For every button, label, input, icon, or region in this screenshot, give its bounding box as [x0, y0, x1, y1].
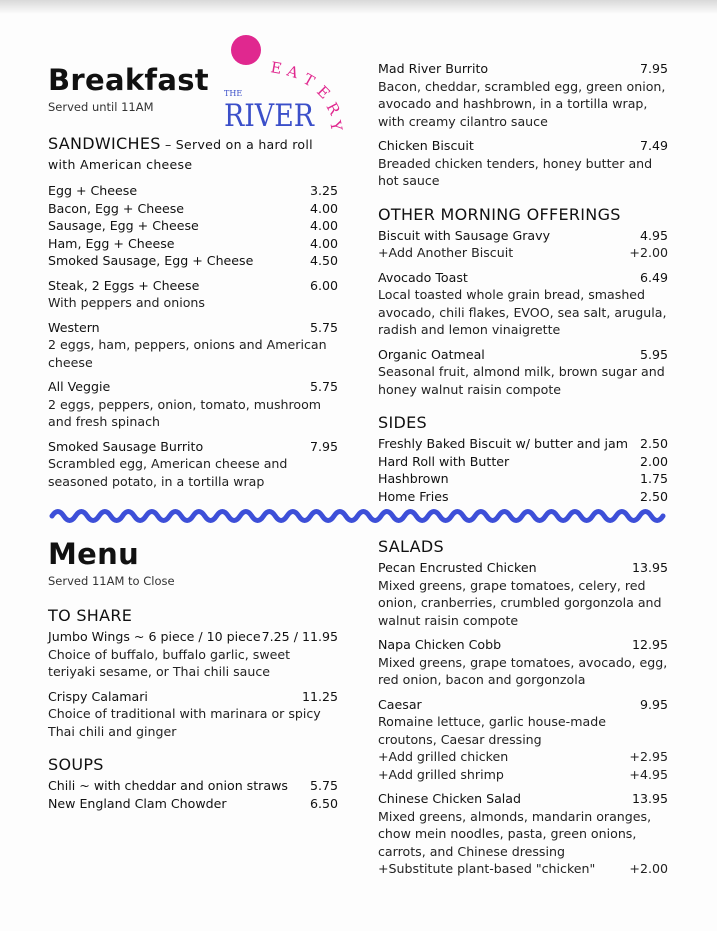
- mad-river-burrito-item: [378, 60, 668, 130]
- item-note: w/ butter and jam: [511, 436, 628, 451]
- item-desc: Romaine lettuce, garlic house-made croutons, Caesar dressing: [378, 714, 606, 747]
- item-price: 4.00: [309, 235, 338, 251]
- item-desc: 2 eggs, ham, peppers, onions and American cheese: [48, 337, 327, 370]
- item-price: 3.25: [309, 183, 338, 198]
- sausage-burrito-item: [48, 438, 338, 491]
- to-share-heading: TO SHARE: [48, 606, 133, 625]
- item-price: 5.75: [309, 778, 338, 793]
- calamari-item: [48, 688, 338, 741]
- item-price: 6.00: [309, 277, 338, 293]
- menu-right-column: [378, 537, 668, 878]
- item-name: Caesar: [378, 696, 422, 712]
- item-price: 2.00: [639, 453, 668, 469]
- item-desc: Choice of buffalo, buffalo garlic, sweet teriyaki sesame, or Thai chili sauce: [48, 646, 291, 679]
- soups-heading: SOUPS: [48, 755, 104, 774]
- item-price: 5.75: [309, 379, 338, 394]
- logo-eatery-letter: E: [313, 82, 334, 103]
- other-offerings-heading: OTHER MORNING OFFERINGS: [378, 204, 621, 224]
- item-price: 12.95: [631, 637, 668, 652]
- sandwiches-heading-text: SANDWICHES: [48, 134, 161, 153]
- item-desc: Seasonal fruit, almond milk, brown sugar and honey walnut raisin compote: [378, 364, 665, 397]
- item-desc: With peppers and onions: [48, 295, 205, 310]
- avocado-toast-item: [378, 269, 668, 339]
- menu-title: Menu: [48, 537, 140, 571]
- item-name: Hard Roll with Butter: [378, 453, 510, 469]
- logo-river: RIVER: [224, 98, 316, 134]
- item-name: Bacon, Egg + Cheese: [48, 200, 185, 216]
- item-desc: Choice of traditional with marinara or spicy Thai chili and ginger: [48, 706, 321, 739]
- item-name: Chili: [48, 778, 76, 793]
- addon-price: +2.00: [629, 245, 668, 260]
- breakfast-title: Breakfast: [48, 63, 209, 97]
- wave-divider: [48, 504, 668, 528]
- item-note: ~ 6 piece / 10 piece: [129, 629, 261, 644]
- item-price: 11.25: [301, 688, 338, 704]
- item-price: 7.25 / 11.95: [261, 629, 338, 644]
- item-name: Crispy Calamari: [48, 688, 148, 704]
- menu-item: [378, 453, 668, 471]
- chowder-item: [48, 795, 338, 813]
- item-name: Home Fries: [378, 488, 449, 504]
- item-name: Smoked Sausage, Egg + Cheese: [48, 253, 254, 268]
- item-name: Biscuit with Sausage Gravy: [378, 227, 551, 243]
- chicken-biscuit-item: [378, 137, 668, 190]
- item-price: 4.00: [309, 218, 338, 233]
- breakfast-served: Served until 11AM: [48, 100, 154, 114]
- item-price: 7.95: [639, 61, 668, 76]
- item-name: All Veggie: [48, 379, 111, 394]
- item-desc: Mixed greens, grape tomatoes, avocado, egg, red onion, bacon and gorgonzola: [378, 654, 668, 687]
- pecan-chicken-item: [378, 559, 668, 629]
- item-name: Smoked Sausage Burrito: [48, 438, 204, 454]
- addon-row: [378, 748, 668, 766]
- menu-item: [48, 252, 338, 270]
- item-price: 4.50: [309, 253, 338, 268]
- addon-name: +Add grilled shrimp: [378, 766, 504, 782]
- item-price: 1.75: [639, 471, 668, 486]
- other-offerings-section: [378, 205, 668, 399]
- sandwiches-section: [48, 134, 338, 490]
- item-name: Egg + Cheese: [48, 183, 138, 198]
- to-share-section: [48, 606, 338, 740]
- item-note: ~ with cheddar and onion straws: [75, 778, 288, 793]
- item-name: Hashbrown: [378, 471, 449, 486]
- item-name: Sausage, Egg + Cheese: [48, 218, 199, 233]
- item-price: 4.95: [639, 227, 668, 243]
- addon-price: +2.95: [629, 749, 668, 764]
- item-price: 2.50: [639, 436, 668, 451]
- item-desc: Mixed greens, almonds, mandarin oranges, chow mein noodles, pasta, green onions, carrots, and Chinese dressing: [378, 808, 652, 859]
- item-desc: 2 eggs, peppers, onion, tomato, mushroom and fresh spinach: [48, 396, 322, 429]
- chili-item: [48, 777, 338, 795]
- item-name: Western: [48, 319, 100, 335]
- oatmeal-item: [378, 346, 668, 399]
- sides-section: [378, 413, 668, 505]
- item-price: 5.95: [639, 346, 668, 362]
- item-desc: Scrambled egg, American cheese and seasoned potato, in a tortilla wrap: [48, 456, 288, 489]
- item-price: 13.95: [631, 791, 668, 806]
- sandwiches-heading: [48, 134, 338, 174]
- item-price: 2.50: [639, 488, 668, 504]
- item-desc: Bacon, cheddar, scrambled egg, green onion, avocado and hashbrown, in a tortilla wrap, with creamy cilantro sauce: [378, 78, 666, 129]
- breakfast-left-column: [48, 64, 338, 490]
- item-price: 7.49: [639, 138, 668, 153]
- addon-price: +4.95: [629, 766, 668, 782]
- item-name: Pecan Encrusted Chicken: [378, 560, 537, 575]
- item-desc: Local toasted whole grain bread, smashed avocado, chili flakes, EVOO, sea salt, arugula, radish and lemon vinaigrette: [378, 287, 667, 337]
- breakfast-right-column: [378, 60, 668, 505]
- cobb-item: [378, 636, 668, 689]
- sandwich-list: [48, 182, 338, 270]
- addon-name: +Substitute plant-based "chicken": [378, 861, 596, 876]
- item-price: 5.75: [309, 319, 338, 335]
- logo-eatery-letter: Y: [326, 119, 346, 133]
- item-name: Steak, 2 Eggs + Cheese: [48, 277, 200, 293]
- item-desc: Breaded chicken tenders, honey butter and hot sauce: [378, 155, 653, 188]
- addon-row: [378, 860, 668, 878]
- addon-name: +Add Another Biscuit: [378, 245, 514, 260]
- caesar-item: [378, 696, 668, 784]
- item-desc: Mixed greens, grape tomatoes, celery, red onion, cranberries, crumbled gorgonzola and walnut raisin compote: [378, 577, 662, 628]
- sides-heading: SIDES: [378, 413, 427, 432]
- item-price: 9.95: [639, 696, 668, 712]
- logo-the: THE: [224, 89, 243, 98]
- item-name: Organic Oatmeal: [378, 346, 485, 362]
- item-name: Napa Chicken Cobb: [378, 637, 502, 652]
- chinese-chicken-salad-item: [378, 790, 668, 878]
- item-name: Chicken Biscuit: [378, 138, 474, 153]
- item-price: 6.50: [309, 795, 338, 811]
- item-price: 7.95: [309, 438, 338, 454]
- menu-item: [378, 470, 668, 488]
- veggie-item: [48, 378, 338, 431]
- item-name: Jumbo Wings: [48, 629, 130, 644]
- western-item: [48, 319, 338, 372]
- menu-item: [378, 435, 668, 453]
- page-top-shadow: [0, 0, 717, 14]
- menu-item: [378, 488, 668, 506]
- addon-name: +Add grilled chicken: [378, 749, 509, 764]
- menu-left-column: [48, 538, 338, 812]
- menu-served: Served 11AM to Close: [48, 574, 175, 588]
- logo-eatery-letter: T: [300, 69, 318, 91]
- item-name: Ham, Egg + Cheese: [48, 235, 175, 251]
- item-price: 6.49: [639, 269, 668, 285]
- menu-item: [48, 182, 338, 200]
- sandwiches-note: – Served on a hard roll with American cheese: [48, 137, 313, 172]
- wings-item: [48, 628, 338, 681]
- item-name: Freshly Baked Biscuit: [378, 436, 512, 451]
- item-price: 4.00: [309, 200, 338, 216]
- menu-item: [48, 235, 338, 253]
- item-name: Avocado Toast: [378, 269, 468, 285]
- soups-section: [48, 755, 338, 812]
- steak-item: [48, 277, 338, 312]
- logo-eatery-letter: E: [269, 58, 284, 78]
- menu-item: [48, 217, 338, 235]
- item-price: 13.95: [631, 560, 668, 575]
- addon-price: +2.00: [629, 861, 668, 876]
- item-name: Chinese Chicken Salad: [378, 791, 522, 806]
- item-name: Mad River Burrito: [378, 61, 489, 76]
- logo-eatery-letter: R: [322, 99, 344, 118]
- logo-eatery-letter: A: [284, 61, 301, 83]
- addon-row: [378, 766, 668, 784]
- gravy-item: [378, 227, 668, 262]
- item-name: New England Clam Chowder: [48, 795, 227, 811]
- salads-heading: SALADS: [378, 537, 444, 556]
- menu-item: [48, 200, 338, 218]
